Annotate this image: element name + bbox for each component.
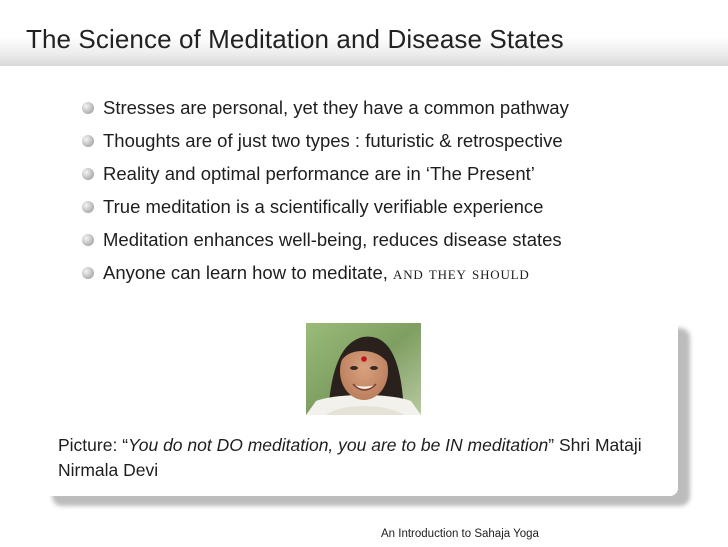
ball-bullet-icon	[82, 102, 94, 114]
bullet-emphasis: and they should	[393, 263, 530, 283]
ball-bullet-icon	[82, 267, 94, 279]
bullet-text: True meditation is a scientifically verifiable experience	[103, 196, 544, 217]
ball-bullet-icon	[82, 168, 94, 180]
caption-quote: You do not DO meditation, you are to be IN meditation	[128, 435, 549, 455]
portrait-illustration	[306, 323, 421, 415]
bullet-text: Meditation enhances well-being, reduces disease states	[103, 229, 562, 250]
ball-bullet-icon	[82, 135, 94, 147]
caption-prefix: Picture: “	[58, 435, 129, 455]
caption-suffix: ” Shri Mataji Nirmala Devi	[58, 435, 642, 480]
bullet-text	[103, 259, 530, 287]
bullet-text: Stresses are personal, yet they have a common pathway	[103, 97, 569, 118]
bullet-text: Thoughts are of just two types : futuristic & retrospective	[103, 130, 563, 151]
bullet-text: Reality and optimal performance are in ‘The Present’	[103, 163, 535, 184]
photo-caption	[58, 433, 668, 483]
ball-bullet-icon	[82, 201, 94, 213]
title-bar	[0, 0, 728, 66]
slide-footer: An Introduction to Sahaja Yoga	[381, 528, 539, 540]
slide-title: The Science of Meditation and Disease States	[26, 24, 564, 54]
bullet-text-main: Anyone can learn how to meditate,	[103, 262, 394, 283]
ball-bullet-icon	[82, 234, 94, 246]
portrait-photo	[306, 323, 421, 415]
